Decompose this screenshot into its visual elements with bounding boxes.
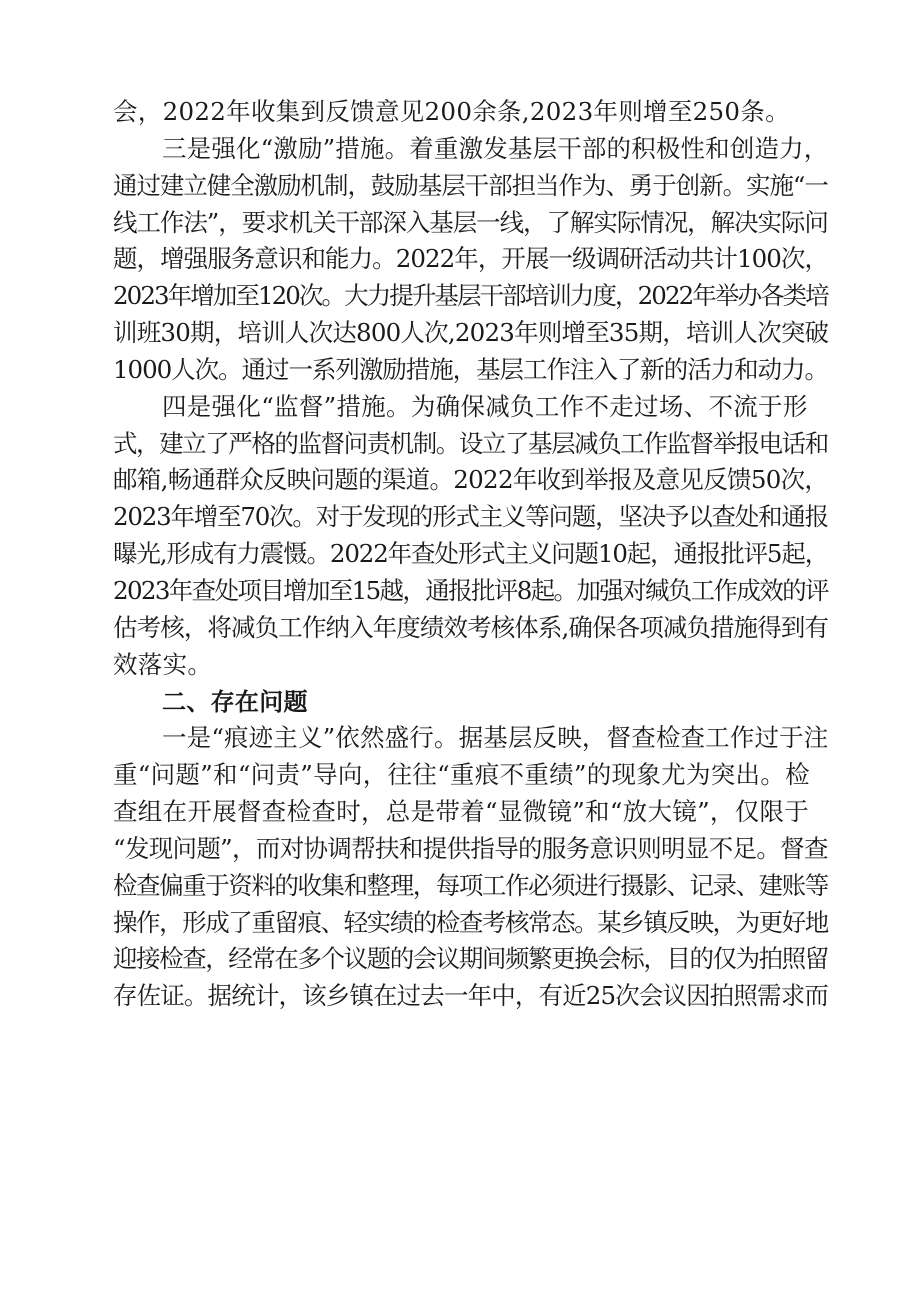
text-line: 2023年增至70次。对于发现的形式主义等问题，坚决予以查处和通报 (113, 502, 828, 532)
text-line: 训班30期，培训人次达800人次,2023年则增至35期，培训人次突破 (113, 318, 829, 348)
text-line: 查组在开展督查检查时，总是带着“显微镜”和“放大镜”，仅限于 (113, 797, 810, 827)
text-line: 操作，形成了重留痕、轻实绩的检查考核常态。某乡镇反映，为更好地 (113, 907, 828, 937)
text-line: 检查偏重于资料的收集和整理，每项工作必须进行摄影、记录、建账等 (113, 870, 828, 900)
text-line: 一是“痕迹主义”依然盛行。据基层反映，督查检查工作过于注 (162, 723, 829, 753)
text-line: 曝光,形成有力震慑。2022年查处形式主义问题10起，通报批评5起， (113, 539, 829, 569)
text-line: 存佐证。据统计，该乡镇在过去一年中，有近25次会议因拍照需求而 (113, 981, 828, 1011)
text-line: 线工作法”，要求机关干部深入基层一线，了解实际情况，解决实际问 (113, 207, 828, 237)
section-heading: 二、存在问题 (162, 687, 308, 716)
text-line: 四是强化“监督”措施。为确保减负工作不走过场、不流于形 (162, 391, 808, 421)
text-line: 1000人次。通过一系列激励措施，基层工作注入了新的活力和动力。 (113, 354, 828, 384)
text-line: 会，2022年收集到反馈意见200余条,2023年则增至250条。 (113, 97, 790, 126)
text-line: 2023年查处项目增加至15越，通报批评8起。加强对缄负工作成效的评 (113, 575, 828, 605)
text-line: 重“问题”和“问责”导向，往往“重痕不重绩”的现象尤为突出。检 (113, 760, 810, 790)
text-line: 邮箱,畅通群众反映问题的渠道。2022年收到举报及意见反馈50次， (113, 465, 829, 495)
text-line: “发现问题”，而对协调帮扶和提供指导的服务意识则明显不足。督查 (113, 833, 828, 863)
text-line: 2023年增加至120次。大力提升基层干部培训力度，2022年举办各类培 (113, 281, 828, 311)
text-line: 题，增强服务意识和能力。2022年，开展一级调研活动共计100次， (113, 244, 829, 274)
body-text (113, 94, 828, 1015)
text-line: 通过建立健全激励机制，鼓励基层干部担当作为、勇于创新。实施“一 (113, 170, 828, 200)
text-line: 迎接检查，经常在多个议题的会议期间频繁更换会标，目的仅为拍照留 (113, 944, 828, 974)
text-line: 式，建立了严格的监督问责机制。设立了基层减负工作监督举报电话和 (113, 428, 828, 458)
text-line: 效落实。 (113, 649, 213, 679)
text-line: 三是强化“激励”措施。着重激发基层干部的积极性和创造力， (162, 133, 829, 163)
text-line: 估考核，将减负工作纳入年度绩效考核体系,确保各项减负措施得到有 (113, 612, 829, 642)
